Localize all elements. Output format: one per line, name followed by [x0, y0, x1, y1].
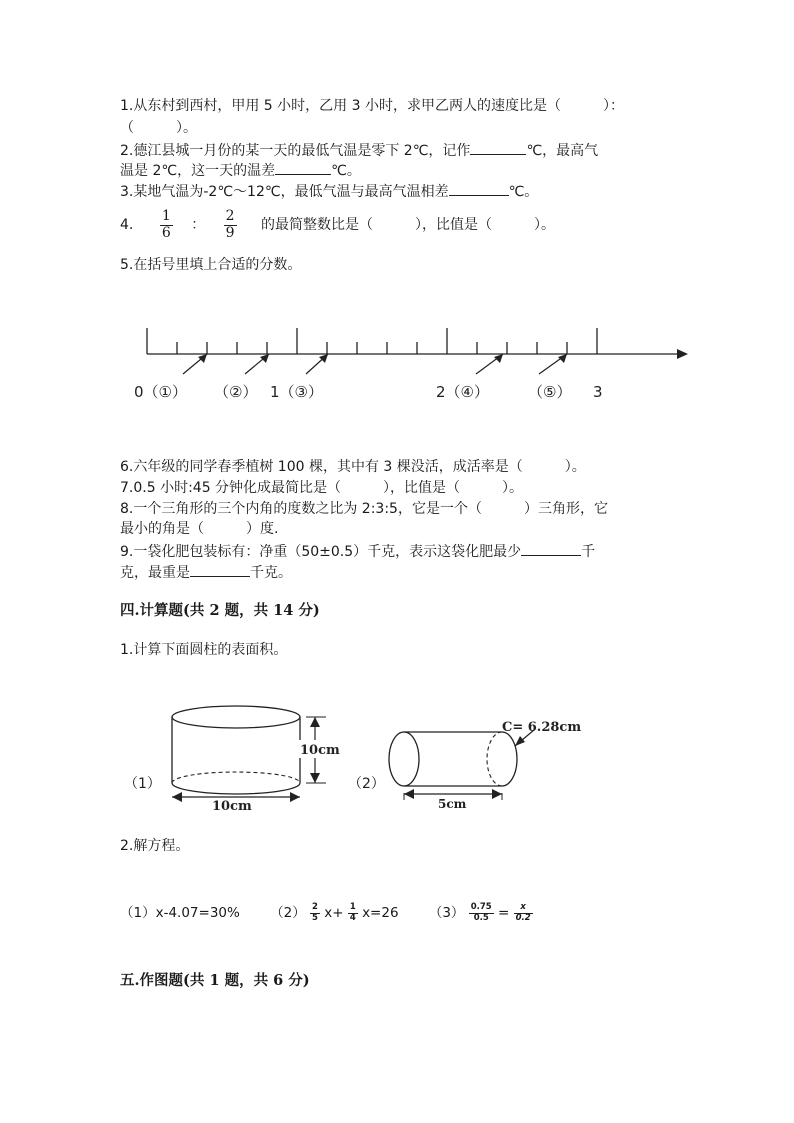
equation-3-prefix: （3）: [428, 905, 465, 921]
eq2-f2-num: 1: [349, 902, 356, 913]
calc-1-text: 1.计算下面圆柱的表面积。: [120, 642, 288, 658]
circumference-label: C= 6.28cm: [502, 720, 582, 735]
q4-f1-numerator: 1: [161, 208, 171, 225]
equation-2-post: x=26: [362, 905, 399, 921]
q8-line1: 8.一个三角形的三个内角的度数之比为 2:3:5，它是一个（ ）三角形，它: [120, 501, 608, 517]
q4-colon: ：: [191, 217, 206, 233]
equation-2-frac-1: [310, 903, 320, 923]
cylinder-1-label: （1）: [124, 776, 161, 792]
q8-line2: 最小的角是（ ）度.: [120, 521, 279, 537]
length-label: 5cm: [438, 797, 467, 811]
arrowhead-1: [198, 354, 207, 363]
nl-label-0: 0（①）: [134, 383, 187, 401]
equation-3-frac-1: [469, 903, 494, 923]
cylinder-2-right-front: [502, 732, 517, 786]
pointer-arrowheads: [198, 354, 567, 363]
q4-text: 的最简整数比是（ ），比值是（ ）。: [261, 217, 556, 233]
equation-1: （1）x-4.07=30%: [120, 905, 240, 921]
eq3-f1-den: 0.5: [473, 912, 489, 923]
cylinder-1-bottom-front: [172, 783, 300, 794]
number-line-arrowhead: [677, 349, 688, 359]
q9-line1: [120, 541, 595, 562]
eq2-f2-den: 4: [349, 912, 356, 923]
q6-text: 6.六年级的同学春季植树 100 棵，其中有 3 棵没活，成活率是（ ）。: [120, 459, 586, 475]
q4-f2-numerator: 2: [225, 208, 235, 225]
calc-2-text: 2.解方程。: [120, 838, 190, 854]
arrowhead-5: [558, 354, 567, 363]
q9-blank-2: [190, 562, 250, 577]
diameter-arrow-left: [172, 792, 182, 802]
q2-text-b: 温是 2℃，这一天的温差: [120, 163, 276, 179]
eq2-f1-den: 5: [312, 912, 318, 923]
height-label: 10cm: [300, 743, 340, 758]
eq2-f1-num: 2: [312, 902, 318, 913]
length-arrow-right: [492, 789, 502, 799]
equation-3-equals: =: [498, 905, 510, 921]
q1-line2: （ ）。: [120, 120, 197, 136]
equations-row: [120, 895, 533, 931]
q9-text-a2: 千: [581, 544, 596, 560]
nl-label-5: （⑤）: [528, 383, 572, 401]
q9-text-b: 克，最重是: [120, 565, 190, 581]
cylinder-1-top: [172, 706, 300, 728]
cylinder-2: [348, 720, 581, 811]
number-line-ticks: [147, 328, 597, 354]
circ-pointer-head: [515, 736, 525, 746]
cylinders-figure: [0, 690, 794, 820]
section-4-title: 四.计算题(共 2 题，共 14 分): [120, 602, 320, 619]
q2-text-b2: ℃。: [331, 163, 361, 179]
q2-text-a2: ℃，最高气: [526, 143, 599, 159]
q4-number: 4.: [120, 217, 134, 233]
arrowhead-2: [260, 354, 269, 363]
q5-text: 5.在括号里填上合适的分数。: [120, 257, 302, 273]
eq3-f2-den: 0.2: [515, 912, 531, 923]
q2-text-a: 2.德江县城一月份的某一天的最低气温是零下 2℃，记作: [120, 143, 471, 159]
q9-text-a: 9.一袋化肥包装标有：净重（50±0.5）千克，表示这袋化肥最少: [120, 544, 522, 560]
q1-line1: 1.从东村到西村，甲用 5 小时，乙用 3 小时，求甲乙两人的速度比是（ ）：: [120, 98, 624, 114]
nl-label-3: 3: [593, 383, 603, 401]
nl-label-2: （②）: [214, 383, 258, 401]
diameter-label: 10cm: [212, 799, 252, 814]
q9-blank-1: [521, 541, 581, 556]
q3-text: 3.某地气温为-2℃～12℃，最低气温与最高气温相差: [120, 184, 449, 200]
nl-label-1: 1（③）: [270, 383, 323, 401]
number-line-pointers: [183, 354, 567, 374]
height-arrow-top: [310, 717, 320, 727]
equation-2-prefix: （2）: [270, 905, 306, 921]
nl-label-4: 2（④）: [436, 383, 489, 401]
cylinder-2-left-end: [389, 732, 419, 786]
height-arrow-bottom: [310, 773, 320, 783]
equation-2-frac-2: [348, 903, 358, 923]
q9-text-b2: 千克。: [250, 565, 292, 581]
cylinder-1-bottom-back: [172, 772, 300, 783]
arrowhead-4: [494, 354, 503, 363]
cylinder-1: [124, 706, 340, 814]
length-arrow-left: [404, 789, 414, 799]
number-line-figure: [0, 0, 794, 420]
equation-3-frac-2: [514, 903, 533, 923]
number-line-labels: [134, 383, 603, 401]
diameter-arrow-right: [290, 792, 300, 802]
q9-line2: [120, 562, 292, 583]
q4-f2-denominator: 9: [225, 224, 235, 241]
eq3-f1-num: 0.75: [470, 902, 492, 913]
cylinder-2-right-back: [487, 732, 502, 786]
cylinder-2-label: （2）: [348, 776, 385, 792]
q3-text-2: ℃。: [508, 184, 539, 200]
q7-text: 7.0.5 小时:45 分钟化成最简比是（ ），比值是（ ）。: [120, 480, 524, 496]
q4-f1-denominator: 6: [161, 224, 171, 241]
section-5-title: 五.作图题(共 1 题，共 6 分): [120, 972, 310, 989]
equation-2-mid: x+: [324, 905, 344, 921]
eq3-f2-num: x: [514, 903, 533, 913]
